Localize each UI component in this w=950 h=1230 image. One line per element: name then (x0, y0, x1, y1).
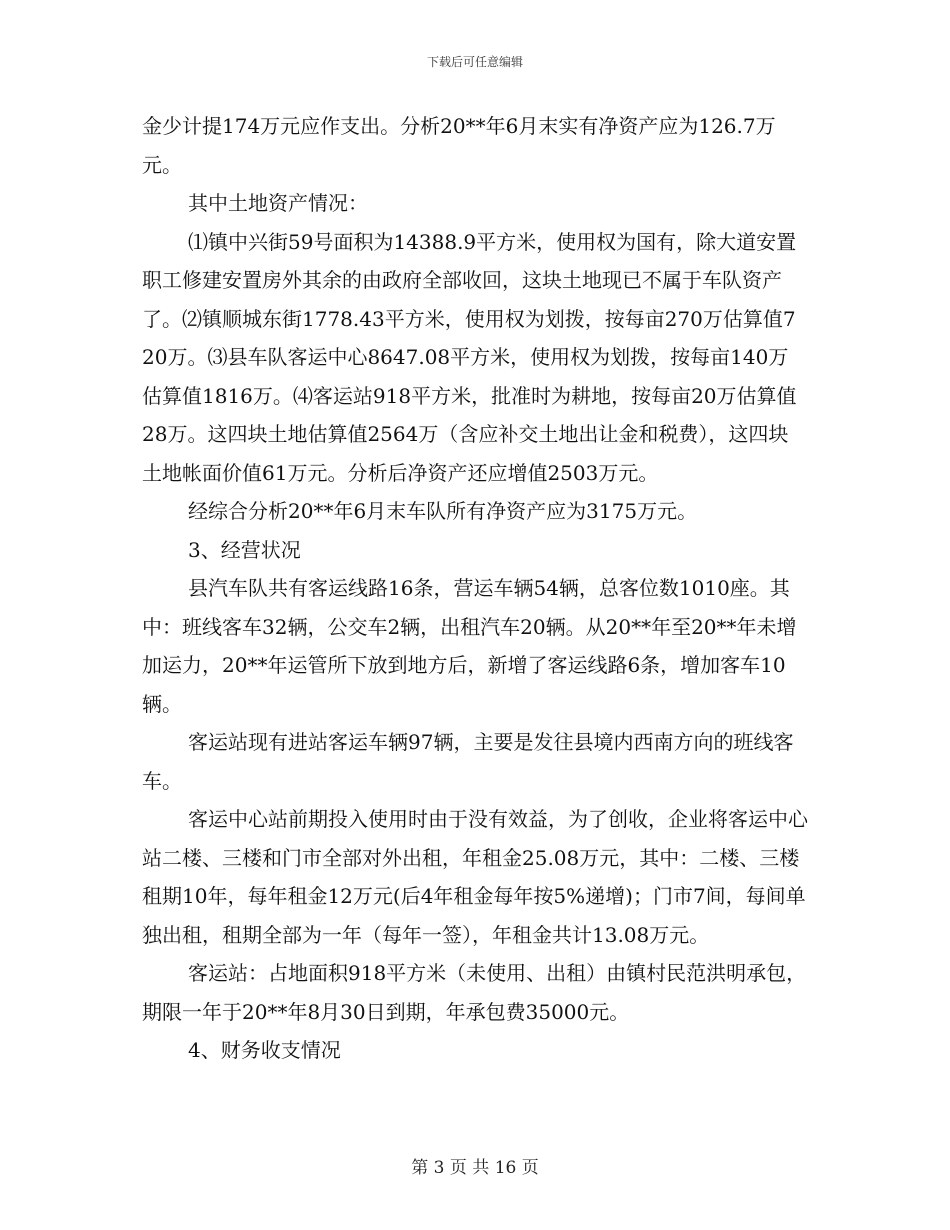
paragraph-7: 客运站现有进站客运车辆97辆，主要是发往县境内西南方向的班线客车。 (142, 730, 794, 793)
paragraph-6: 县汽车队共有客运线路16条，营运车辆54辆，总客位数1010座。其中：班线客车32辆，公交车2辆，出租汽车20辆。从20**年至20**年未增加运力，20**年运管所下放到地方后，新增了客运线路6条，增加客车10辆。 (142, 576, 797, 716)
paragraph-1: 金少计提174万元应作支出。分析20**年6月末实有净资产应为126.7万元。 (142, 114, 776, 177)
document-body (142, 107, 808, 1070)
paragraph-2: 其中土地资产情况： (188, 191, 368, 215)
paragraph-9: 客运站：占地面积918平方米（未使用、出租）由镇村民范洪明承包，期限一年于20**年8月30日到期，年承包费35000元。 (142, 961, 807, 1024)
page-header: 下载后可任意编辑 (426, 55, 523, 69)
paragraph-3: ⑴镇中兴街59号面积为14388.9平方米，使用权为国有，除大道安置职工修建安置房外其余的由政府全部收回，这块土地现已不属于车队资产了。⑵镇顺城东街1778.43平方米，使用权为划拨，按每亩270万估算值720万。⑶县车队客运中心8647.08平方米，使用权为划拨，按每亩140万估算值1816万。⑷客运站918平方米，批准时为耕地，按每亩20万估算值28万。这四块土地估算值2564万（含应补交土地出让金和税费），这四块土地帐面价值61万元。分析后净资产还应增值2503万元。 (142, 229, 797, 485)
section-heading-4: 4、财务收支情况 (188, 1038, 341, 1062)
paragraph-8: 客运中心站前期投入使用时由于没有效益，为了创收，企业将客运中心站二楼、三楼和门市全部对外出租，年租金25.08万元，其中：二楼、三楼租期10年，每年租金12万元(后4年租金每年按5%递增)；门市7间，每间单独出租，租期全部为一年（每年一签），年租金共计13.08万元。 (142, 807, 808, 947)
page-footer: 第 3 页 共 16 页 (411, 1158, 539, 1178)
section-heading-3: 3、经营状况 (188, 537, 301, 562)
paragraph-4: 经综合分析20**年6月末车队所有净资产应为3175万元。 (188, 499, 698, 523)
